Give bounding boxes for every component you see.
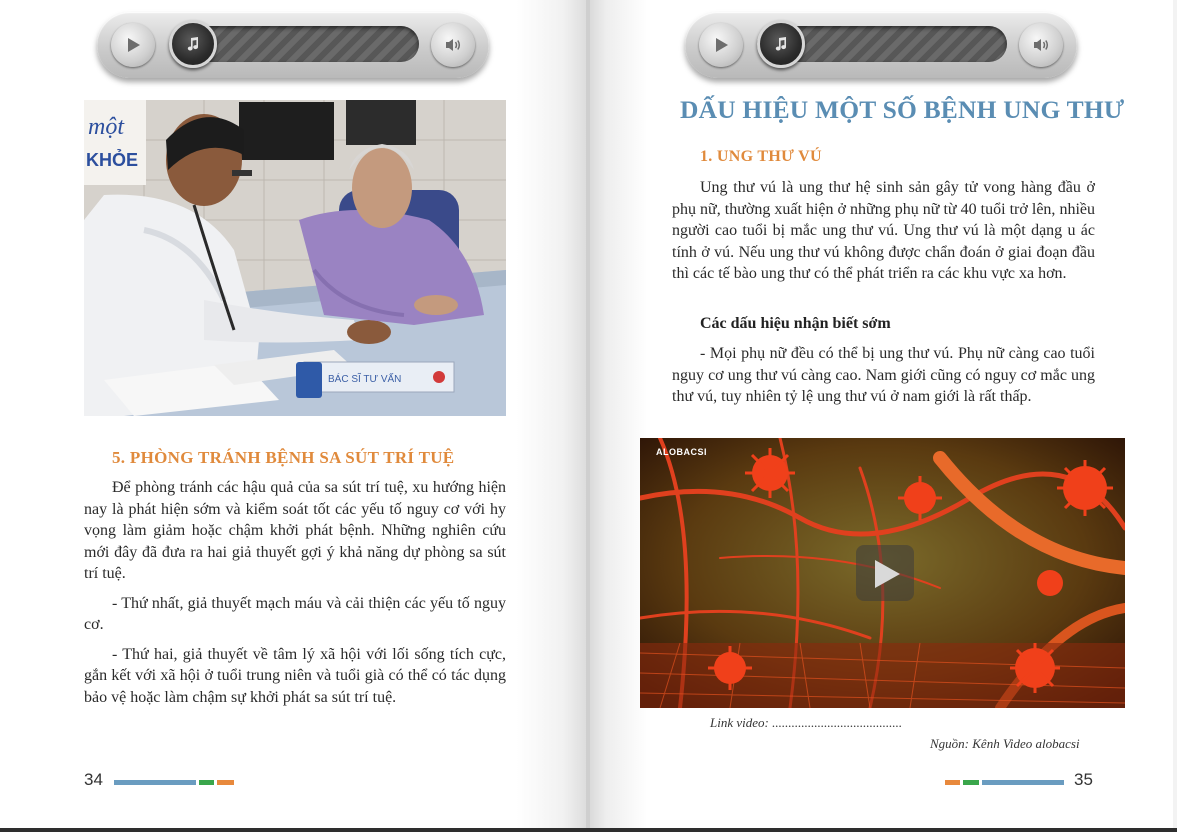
- video-play-button[interactable]: [856, 545, 914, 601]
- audio-seek-knob[interactable]: [169, 20, 217, 68]
- decor-bar: [114, 780, 196, 785]
- section-title: 5. PHÒNG TRÁNH BỆNH SA SÚT TRÍ TUỆ: [112, 448, 455, 467]
- sub-heading: Các dấu hiệu nhận biết sớm: [700, 315, 891, 332]
- decor-bar: [217, 780, 234, 785]
- page-number: 34: [84, 770, 103, 789]
- audio-seek-knob[interactable]: [757, 20, 805, 68]
- link-caption[interactable]: Link video: ........................................: [710, 715, 903, 730]
- decor-bar: [982, 780, 1064, 785]
- decor-bar: [945, 780, 960, 785]
- paragraph: - Mọi phụ nữ đều có thể bị ung thư vú. Phụ nữ càng cao tuổi nguy cơ ung thư vú càng cao. Nam giới cũng có nguy cơ mắc ung thư vú, tuy nhiên tỷ lệ ung thư vú ở nam giới là rất thấp.: [672, 345, 1095, 405]
- paragraph: Ung thư vú là ung thư hệ sinh sản gây tử vong hàng đầu ở phụ nữ, thường xuất hiện ở những phụ nữ từ 40 tuổi trở lên, nhiều người cao tuổi bị mắc ung thư vú. Ung thư vú là một dạng u ác tính ở vú. Nếu ung thư vú không được chẩn đoán ở giai đoạn đầu thì các tế bào ung thư có thể phát triển ra các khu vực xa hơn.: [672, 179, 1095, 282]
- paragraph: - Thứ hai, giả thuyết về tâm lý xã hội với lối sống tích cực, gắn kết với xã hội ở tuổi trung niên và tuổi già có thể có tác dụng bảo vệ hoặc làm chậm sự khởi phát sa sút trí tuệ.: [84, 645, 506, 706]
- consultation-photo: [84, 100, 506, 416]
- video-logo: ALOBACSI: [656, 447, 707, 457]
- video-player[interactable]: [640, 438, 1125, 708]
- left-body-text: [84, 477, 506, 716]
- paragraph: Để phòng tránh các hậu quả của sa sút trí tuệ, xu hướng hiện nay là phát hiện sớm và kiểm soát tốt các yếu tố nguy cơ với hy vọng làm giảm hoặc chậm khởi phát bệnh. Những nghiên cứu mới đây đã đưa ra hai giả thuyết gợi ý khả năng dự phòng sa sút trí tuệ.: [84, 479, 506, 582]
- book-spine: [586, 0, 590, 828]
- page-number: 35: [1074, 770, 1093, 789]
- bottom-edge: [0, 828, 1177, 832]
- audio-play-button[interactable]: [699, 23, 743, 67]
- banner-text: một: [88, 114, 124, 140]
- right-body-text: [672, 177, 1095, 293]
- banner-text: KHỎE: [86, 150, 139, 170]
- page-title: DẤU HIỆU MỘT SỐ BỆNH UNG THƯ: [680, 95, 1125, 124]
- audio-volume-button[interactable]: [431, 23, 475, 67]
- right-body-text: [672, 343, 1095, 416]
- decor-bar: [963, 780, 979, 785]
- decor-bar: [199, 780, 214, 785]
- audio-player-left: [97, 12, 489, 78]
- page-edge: [1173, 0, 1177, 828]
- section-title: 1. UNG THƯ VÚ: [700, 148, 822, 165]
- audio-volume-button[interactable]: [1019, 23, 1063, 67]
- desk-sign-text: BÁC SĨ TƯ VẤN: [328, 374, 402, 385]
- audio-player-right: [685, 12, 1077, 78]
- audio-play-button[interactable]: [111, 23, 155, 67]
- paragraph: - Thứ nhất, giả thuyết mạch máu và cải thiện các yếu tố nguy cơ.: [84, 594, 506, 633]
- source-caption: Nguồn: Kênh Video alobacsi: [930, 736, 1080, 751]
